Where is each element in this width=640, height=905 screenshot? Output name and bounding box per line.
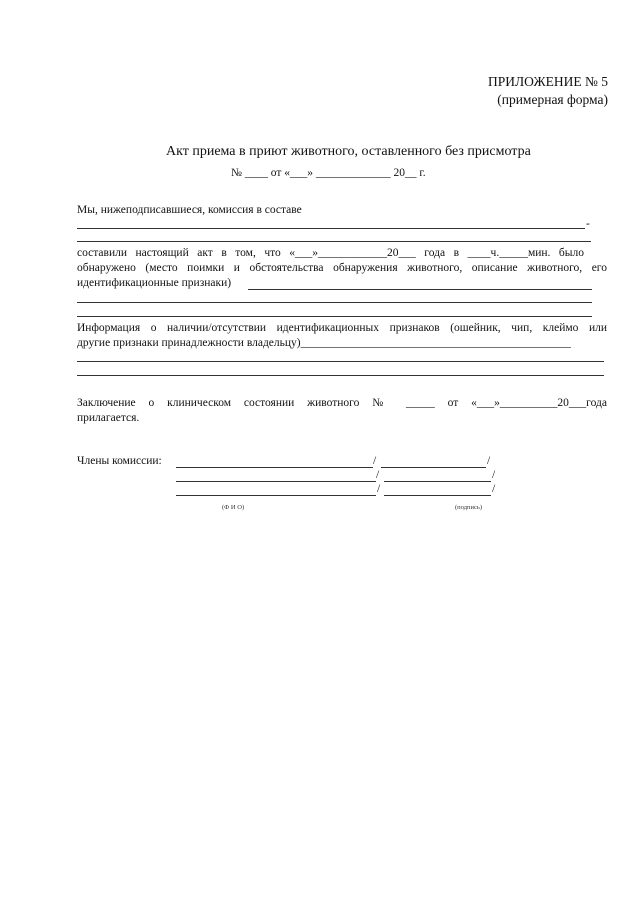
info-line-1: Информация о наличии/отсутствии идентификационных признаков (ошейник, чип, клеймо или: [77, 322, 607, 334]
separator-1: /: [373, 455, 377, 467]
commission-intro: Мы, нижеподписавшиеся, комиссия в составе: [77, 204, 302, 216]
form-type-label: (примерная форма): [497, 92, 608, 107]
appendix-label: ПРИЛОЖЕНИЕ № 5: [487, 74, 608, 89]
signature-line-3: [384, 495, 491, 496]
conclusion-line-1: Заключение о клиническом состоянии животного № _____ от «___»__________20___года: [77, 397, 607, 409]
info-line-2: другие признаки принадлежности владельцу)_______________________________________________: [77, 337, 571, 349]
line-dash: -: [586, 218, 590, 230]
conclusion-line-2: прилагается.: [77, 412, 140, 424]
commission-blank-line-1: [77, 228, 585, 229]
identification-blank-line-1: [77, 302, 592, 303]
fio-line-1: [176, 467, 373, 468]
act-number-line: № ____ от «___» _____________ 20__ г.: [231, 167, 426, 179]
signature-line-2: [384, 481, 491, 482]
separator-3: /: [377, 483, 381, 495]
document-title: Акт приема в приют животного, оставленного без присмотра: [166, 144, 531, 159]
separator-end-2: /: [492, 469, 496, 481]
commission-members-label: Члены комиссии:: [77, 455, 162, 467]
fio-caption: (Ф И О): [222, 504, 245, 511]
act-statement-line-1: составили настоящий акт в том, что «___»____________20___ года в ____ч._____мин. было: [77, 247, 584, 259]
identification-blank-inline: [248, 289, 592, 290]
separator-2: /: [376, 469, 380, 481]
signature-line-1: [381, 467, 486, 468]
identification-blank-line-2: [77, 316, 592, 317]
commission-blank-line-2: [77, 241, 591, 242]
separator-end-1: /: [487, 455, 491, 467]
act-statement-line-2: обнаружено (место поимки и обстоятельства обнаружения животного, описание животного, его: [77, 262, 607, 274]
signature-caption: (подпись): [455, 504, 482, 511]
info-blank-line-2: [77, 375, 604, 376]
act-statement-line-3: идентификационные признаки): [77, 277, 232, 289]
separator-end-3: /: [492, 483, 496, 495]
fio-line-3: [176, 495, 376, 496]
fio-line-2: [176, 481, 376, 482]
info-blank-line-1: [77, 361, 604, 362]
